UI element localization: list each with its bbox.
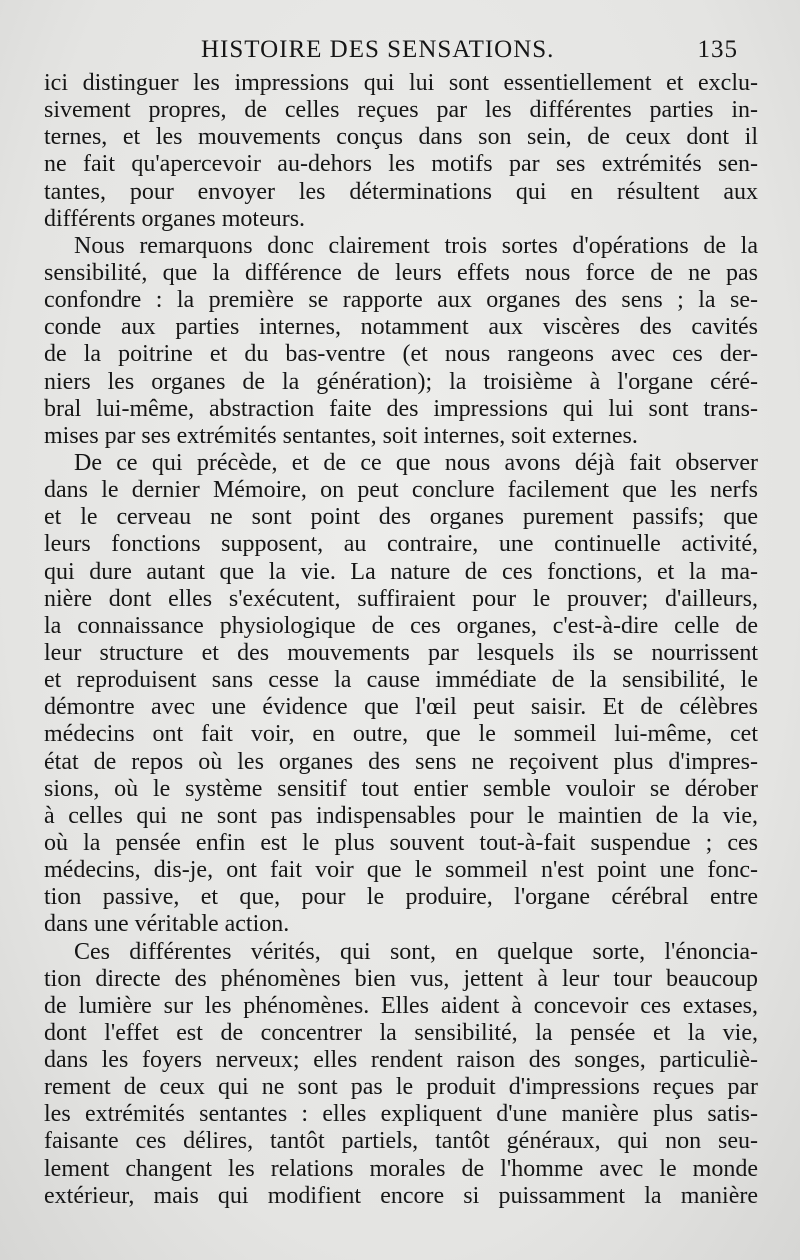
text-line: et reproduisent sans cesse la cause immédiate de la sensibilité, le (44, 667, 758, 694)
text-line: sions, où le système sensitif tout entier semble vouloir se dérober (44, 775, 758, 802)
text-line: De ce qui précède, et de ce que nous avons déjà fait observer (74, 449, 758, 476)
text-line: conde aux parties internes, notamment aux viscères des cavités (44, 314, 758, 341)
text-line: bral lui-même, abstraction faite des impressions qui lui sont trans- (44, 395, 758, 422)
text-line: extérieur, mais qui modifient encore si puissamment la manière (44, 1182, 758, 1209)
text-line: de lumière sur les phénomènes. Elles aident à concevoir ces extases, (44, 992, 758, 1019)
text-line: dans les foyers nerveux; elles rendent raison des songes, particuliè- (44, 1047, 758, 1074)
text-line: dans une véritable action. (44, 911, 290, 938)
text-line: nière dont elles s'exécutent, suffiraient pour le prouver; d'ailleurs, (44, 585, 758, 612)
text-line: différents organes moteurs. (44, 205, 306, 232)
text-line: ici distinguer les impressions qui lui sont essentiellement et exclu- (44, 70, 758, 96)
text-line: à celles qui ne sont pas indispensables pour le maintien de la vie, (44, 802, 758, 829)
text-line: mises par ses extrémités sentantes, soit internes, soit externes. (44, 422, 638, 449)
text-line: confondre : la première se rapporte aux organes des sens ; la se- (44, 287, 758, 314)
text-line: rement de ceux qui ne sont pas le produit d'impressions reçues par (44, 1074, 758, 1101)
paragraph (44, 939, 758, 1210)
text-line: dont l'effet est de concentrer la sensibilité, la pensée et la vie, (44, 1019, 758, 1046)
page-header (46, 36, 738, 72)
text-line: démontre avec une évidence que l'œil peut saisir. Et de célèbres (44, 694, 758, 721)
text-line: sivement propres, de celles reçues par les différentes parties in- (44, 97, 758, 124)
text-line: sensibilité, que la différence de leurs effets nous force de ne pas (44, 259, 758, 286)
text-line: tantes, pour envoyer les déterminations qui en résultent aux (44, 178, 758, 205)
text-line: de la poitrine et du bas-ventre (et nous rangeons avec ces der- (44, 341, 758, 368)
text-line: médecins, dis-je, ont fait voir que le sommeil n'est point une fonc- (44, 857, 758, 884)
text-line: état de repos où les organes des sens ne reçoivent plus d'impres- (44, 748, 758, 775)
text-line: Ces différentes vérités, qui sont, en quelque sorte, l'énoncia- (74, 938, 758, 965)
running-head: HISTOIRE DES SENSATIONS. (201, 36, 555, 63)
text-line: ne fait qu'apercevoir au-dehors les motifs par ses extrémités sen- (44, 151, 758, 178)
text-line: leurs fonctions supposent, au contraire, une continuelle activité, (44, 531, 758, 558)
paragraph (44, 70, 758, 233)
text-line: faisante ces délires, tantôt partiels, tantôt généraux, qui non seu- (44, 1128, 758, 1155)
paragraph (44, 450, 758, 939)
text-line: leur structure et des mouvements par lesquels ils se nourrissent (44, 639, 758, 666)
body-text (44, 70, 758, 1210)
text-line: qui dure autant que la vie. La nature de ces fonctions, et la ma- (44, 558, 758, 585)
text-line: ternes, et les mouvements conçus dans son sein, de ceux dont il (44, 124, 758, 151)
text-line: tion passive, et que, pour le produire, l'organe cérébral entre (44, 884, 758, 911)
page-number: 135 (697, 36, 738, 63)
text-line: dans le dernier Mémoire, on peut conclure facilement que les nerfs (44, 477, 758, 504)
text-line: les extrémités sentantes : elles expliquent d'une manière plus satis- (44, 1101, 758, 1128)
text-line: la connaissance physiologique de ces organes, c'est-à-dire celle de (44, 612, 758, 639)
text-line: médecins ont fait voir, en outre, que le sommeil lui-même, cet (44, 721, 758, 748)
paragraph (44, 233, 758, 450)
text-line: et le cerveau ne sont point des organes purement passifs; que (44, 504, 758, 531)
text-line: lement changent les relations morales de l'homme avec le monde (44, 1155, 758, 1182)
text-line: niers les organes de la génération); la troisième à l'organe céré- (44, 368, 758, 395)
text-line: Nous remarquons donc clairement trois sortes d'opérations de la (74, 232, 758, 259)
text-line: où la pensée enfin est le plus souvent tout-à-fait suspendue ; ces (44, 829, 758, 856)
text-line: tion directe des phénomènes bien vus, jettent à leur tour beaucoup (44, 965, 758, 992)
